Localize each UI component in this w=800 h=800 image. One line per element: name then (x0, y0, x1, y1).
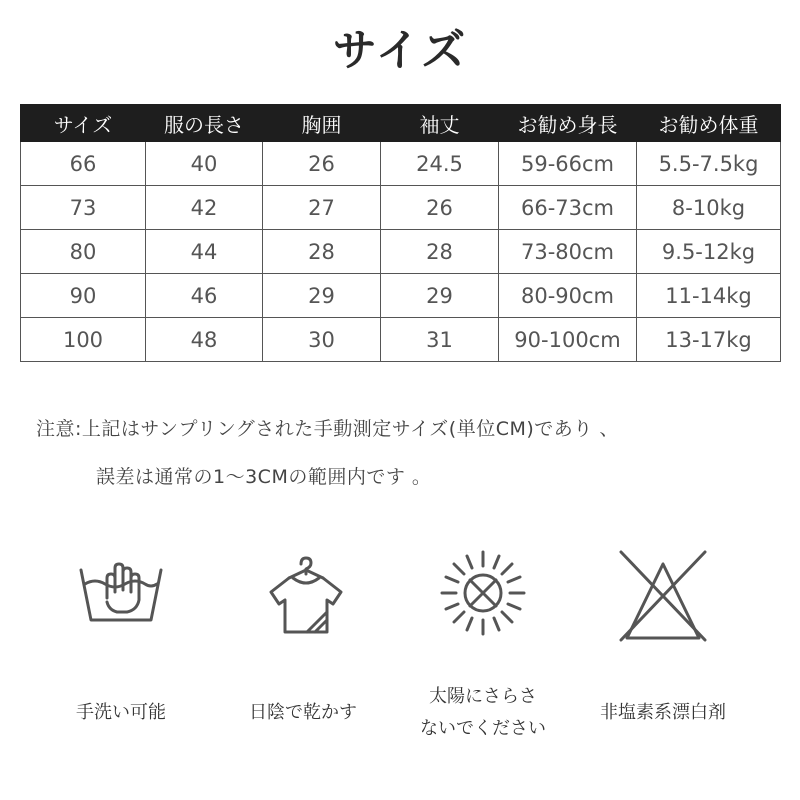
no-bleach-icon (613, 548, 713, 648)
hand-wash-icon (71, 548, 171, 628)
care-label-hand-wash: 手洗い可能 (76, 702, 166, 723)
table-cell: 27 (263, 186, 381, 230)
table-row (21, 318, 781, 362)
care-label-no-sun-1: 太陽にさらさ (429, 686, 537, 707)
note-line-1: 注意:上記はサンプリングされた手動測定サイズ(単位CM)であり 、 (36, 418, 619, 440)
table-cell: 29 (381, 274, 499, 318)
header-weight: お勧め体重 (637, 105, 781, 142)
care-label-shade-dry: 日陰で乾かす (249, 702, 357, 723)
table-header-row (21, 105, 781, 142)
header-length: 服の長さ (146, 105, 263, 142)
table-cell: 48 (146, 318, 263, 362)
table-cell: 30 (263, 318, 381, 362)
table-cell: 31 (381, 318, 499, 362)
table-cell: 73-80cm (499, 230, 637, 274)
shade-dry-icon (253, 548, 353, 638)
table-cell: 26 (381, 186, 499, 230)
table-cell: 46 (146, 274, 263, 318)
table-cell: 73 (21, 186, 146, 230)
header-chest: 胸囲 (263, 105, 381, 142)
table-cell: 80 (21, 230, 146, 274)
header-sleeve: 袖丈 (381, 105, 499, 142)
care-item-no-bleach (578, 548, 748, 723)
note-line-2: 誤差は通常の1～3CMの範囲内です 。 (96, 466, 432, 488)
care-label-no-bleach: 非塩素系漂白剤 (600, 702, 726, 723)
table-cell: 42 (146, 186, 263, 230)
table-row (21, 230, 781, 274)
table-cell: 24.5 (381, 142, 499, 186)
care-item-no-sun (398, 548, 568, 739)
table-cell: 66 (21, 142, 146, 186)
table-row (21, 274, 781, 318)
table-cell: 100 (21, 318, 146, 362)
page-title: サイズ (332, 25, 468, 76)
table-cell: 44 (146, 230, 263, 274)
table-row (21, 186, 781, 230)
table-cell: 90-100cm (499, 318, 637, 362)
table-cell: 11-14kg (637, 274, 781, 318)
care-item-hand-wash (36, 548, 206, 723)
table-row (21, 142, 781, 186)
table-cell: 90 (21, 274, 146, 318)
size-table (20, 104, 781, 362)
header-size: サイズ (21, 105, 146, 142)
table-cell: 28 (381, 230, 499, 274)
table-cell: 29 (263, 274, 381, 318)
table-cell: 26 (263, 142, 381, 186)
table-cell: 9.5-12kg (637, 230, 781, 274)
care-label-no-sun-2: ないでください (420, 718, 546, 739)
no-sun-icon (438, 548, 528, 638)
table-cell: 40 (146, 142, 263, 186)
table-cell: 5.5-7.5kg (637, 142, 781, 186)
care-item-shade-dry (218, 548, 388, 723)
table-cell: 28 (263, 230, 381, 274)
table-cell: 8-10kg (637, 186, 781, 230)
table-cell: 80-90cm (499, 274, 637, 318)
table-cell: 59-66cm (499, 142, 637, 186)
header-height: お勧め身長 (499, 105, 637, 142)
table-cell: 66-73cm (499, 186, 637, 230)
table-cell: 13-17kg (637, 318, 781, 362)
